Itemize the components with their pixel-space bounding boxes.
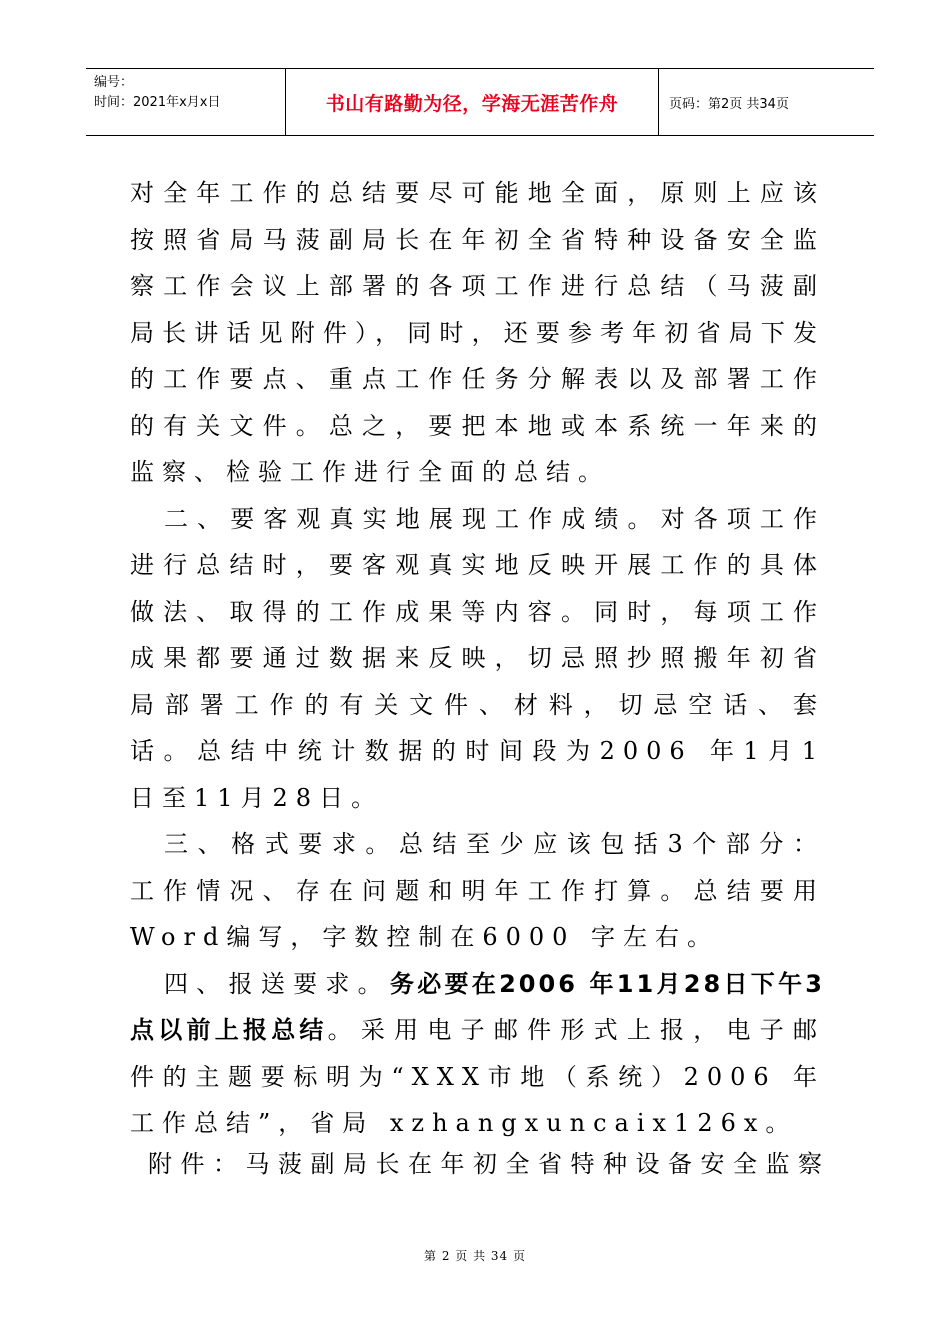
document-body	[130, 170, 825, 1147]
paragraph-1: 对全年工作的总结要尽可能地全面，原则上应该按照省局马菠副局长在年初全省特种设备安全监察工作会议上部署的各项工作进行总结（马菠副局长讲话见附件），同时，还要参考年初省局下发的工作要点、重点工作任务分解表以及部署工作的有关文件。总之，要把本地或本系统一年来的监察、检验工作进行全面的总结。	[130, 179, 825, 486]
page-footer: 第 2 页 共 34 页	[424, 1249, 526, 1263]
motto-text: 书山有路勤为径，学海无涯苦作舟	[325, 92, 619, 115]
time-label: 时间：2021年x月x日	[94, 95, 221, 110]
paragraph-3: 三、格式要求。总结至少应该包括3个部分：工作情况、存在问题和明年工作打算。总结要用Word编写，字数控制在6000 字左右。	[130, 830, 825, 951]
serial-label: 编号：	[94, 75, 134, 90]
paragraph-4-lead: 四、报送要求。	[164, 969, 390, 998]
paragraph-4-emphasis: 务必要在2006 年11月28日下午3点以前上报总结	[130, 969, 825, 1044]
attachment-line: 附件：马菠副局长在年初全省特种设备安全监察	[148, 1150, 831, 1178]
page-header	[86, 68, 874, 136]
paragraph-4	[130, 961, 825, 1147]
header-meta	[86, 69, 286, 135]
paragraph-2: 二、要客观真实地展现工作成绩。对各项工作进行总结时，要客观真实地反映开展工作的具体做法、取得的工作成果等内容。同时，每项工作成果都要通过数据来反映，切忌照抄照搬年初省局部署工作的有关文件、材料，切忌空话、套话。总结中统计数据的时间段为2006 年1月1日至11月28日。	[130, 504, 825, 812]
paragraph-4-rest: 。采用电子邮件形式上报，电子邮件的主题要标明为“XXX市地（系统）2006 年工作总结”，省局 xzhangxuncaix126x。	[130, 1016, 826, 1137]
page-info: 页码：第2页 共34页	[669, 96, 789, 112]
header-page-cell	[659, 69, 874, 135]
header-motto-cell	[286, 69, 659, 135]
